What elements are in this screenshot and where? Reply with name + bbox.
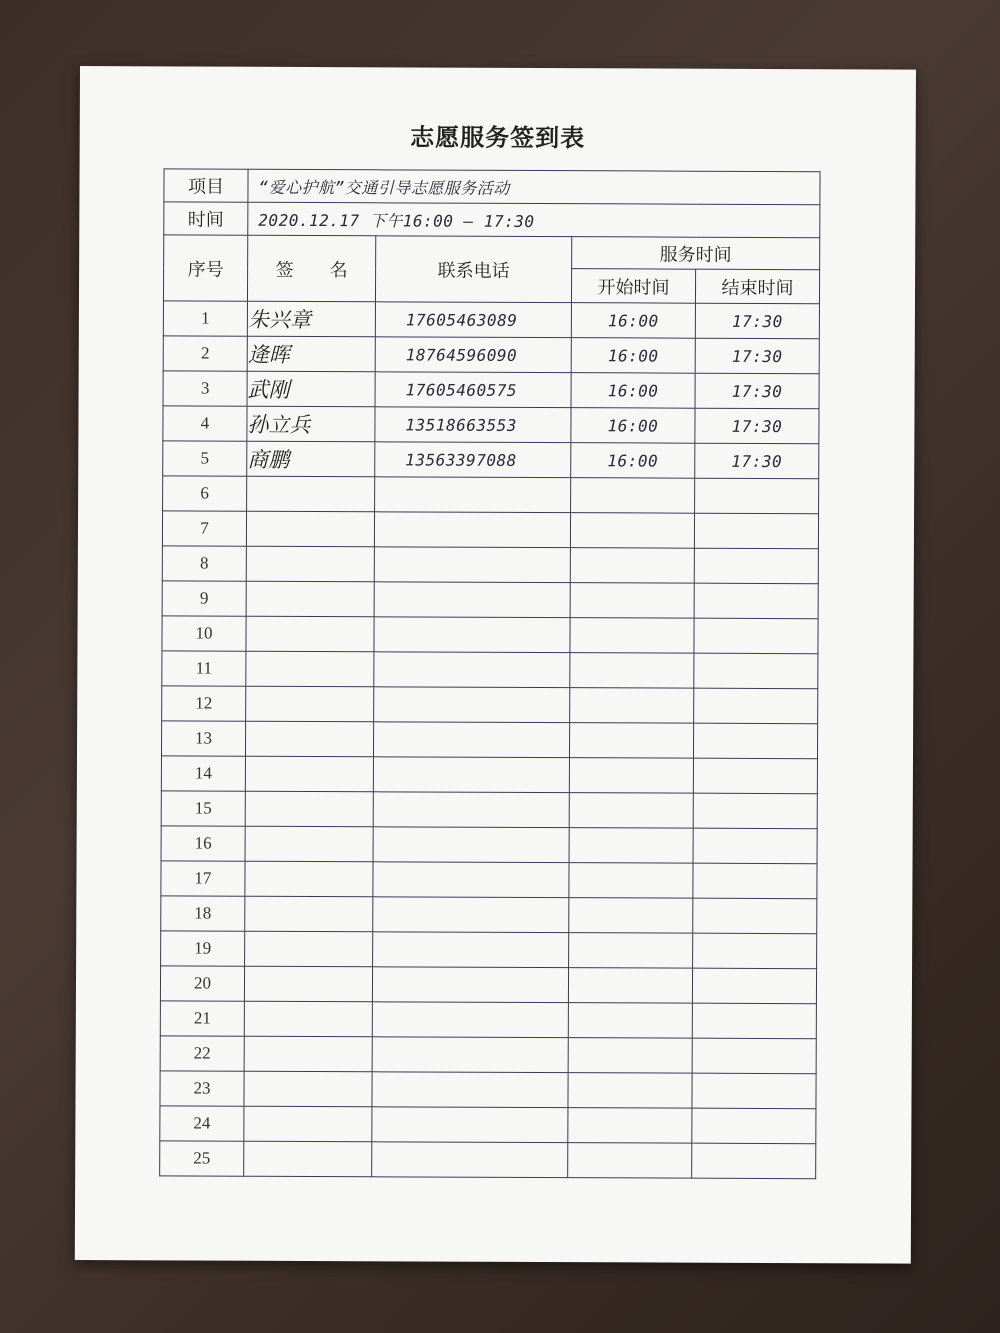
table-row [163, 336, 819, 374]
end-time-cell: 17:30 [695, 443, 819, 479]
signature-cell: 武刚 [247, 371, 375, 407]
row-number: 1 [163, 301, 247, 336]
seq-header: 序号 [163, 235, 247, 301]
phone-cell: 13563397088 [375, 442, 571, 478]
start-time-cell [568, 1038, 692, 1074]
time-label: 时间 [164, 202, 248, 235]
start-time-cell: 16:00 [571, 443, 695, 479]
start-time-cell [571, 478, 695, 514]
header-row-top [164, 235, 820, 270]
row-number: 23 [160, 1071, 244, 1106]
table-row [161, 826, 817, 864]
start-time-cell: 16:00 [571, 408, 695, 444]
table-row [162, 581, 818, 619]
signature-cell [245, 826, 373, 862]
signature-cell [246, 511, 374, 547]
signature-cell [245, 756, 373, 792]
end-time-cell [692, 1073, 816, 1109]
row-number: 21 [160, 1001, 244, 1036]
signature-cell [247, 476, 375, 512]
table-row [160, 1141, 816, 1179]
signature-cell: 朱兴章 [247, 301, 375, 337]
phone-cell [375, 477, 571, 513]
start-time-cell [568, 1108, 692, 1144]
phone-cell [373, 862, 569, 898]
start-time-cell [570, 618, 694, 654]
table-row [162, 686, 818, 724]
start-time-cell: 16:00 [571, 303, 695, 339]
row-number: 6 [163, 476, 247, 511]
row-number: 20 [160, 966, 244, 1001]
signature-cell [245, 896, 373, 932]
project-value: “爱心护航”交通引导志愿服务活动 [248, 169, 820, 204]
signature-cell [245, 931, 373, 967]
start-time-cell: 16:00 [571, 338, 695, 374]
end-time-cell [692, 968, 816, 1004]
table-row [160, 1001, 816, 1039]
end-time-cell [693, 863, 817, 899]
phone-cell [373, 757, 569, 793]
row-number: 13 [161, 721, 245, 756]
phone-cell: 13518663553 [375, 407, 571, 443]
table-row [163, 371, 819, 409]
signature-cell [245, 861, 373, 897]
end-time-cell: 17:30 [695, 373, 819, 409]
service-time-header: 服务时间 [572, 237, 820, 270]
sign-in-sheet [75, 66, 916, 1264]
time-row [164, 202, 820, 238]
end-time-cell [694, 618, 818, 654]
row-number: 19 [161, 931, 245, 966]
row-number: 18 [161, 896, 245, 931]
sign-header: 签 名 [247, 235, 375, 302]
table-row [160, 1071, 816, 1109]
table-row [163, 406, 819, 444]
row-number: 12 [162, 686, 246, 721]
signature-cell [245, 791, 373, 827]
row-number: 7 [162, 511, 246, 546]
start-time-cell [569, 898, 693, 934]
table-row [161, 791, 817, 829]
signature-cell [244, 1071, 372, 1107]
start-time-cell [569, 828, 693, 864]
end-time-cell: 17:30 [695, 338, 819, 374]
phone-cell: 17605463089 [375, 302, 571, 338]
end-time-cell [692, 1143, 816, 1179]
end-time-cell [693, 933, 817, 969]
phone-header: 联系电话 [375, 236, 571, 303]
phone-cell [373, 897, 569, 933]
phone-cell [374, 547, 570, 583]
phone-cell [372, 1037, 568, 1073]
table-row [163, 476, 819, 514]
end-time-cell [693, 793, 817, 829]
phone-cell [374, 617, 570, 653]
table-row [163, 441, 819, 479]
signature-cell [244, 1106, 372, 1142]
form-title: 志愿服务签到表 [410, 123, 586, 153]
signature-cell [244, 966, 372, 1002]
signature-cell: 逄晖 [247, 336, 375, 372]
table-row [161, 721, 817, 759]
end-time-cell [694, 513, 818, 549]
end-time-cell [693, 828, 817, 864]
table-row [162, 651, 818, 689]
table-row [161, 861, 817, 899]
end-time-cell [694, 653, 818, 689]
phone-cell [372, 1107, 568, 1143]
row-number: 5 [163, 441, 247, 476]
end-time-cell: 17:30 [695, 303, 819, 339]
table-row [161, 896, 817, 934]
table-row [161, 931, 817, 969]
start-time-cell [568, 1073, 692, 1109]
start-time-cell [569, 863, 693, 899]
end-time-cell [692, 1108, 816, 1144]
row-number: 4 [163, 406, 247, 441]
end-time-cell [693, 758, 817, 794]
signature-cell: 孙立兵 [247, 406, 375, 442]
end-time-cell [694, 583, 818, 619]
phone-cell [374, 687, 570, 723]
start-time-cell [570, 688, 694, 724]
table-row [162, 546, 818, 584]
row-number: 11 [162, 651, 246, 686]
end-time-cell [694, 688, 818, 724]
signature-cell [246, 686, 374, 722]
signature-cell [246, 651, 374, 687]
phone-cell [372, 1142, 568, 1178]
time-value: 2020.12.17 下午16:00 — 17:30 [248, 202, 820, 237]
row-number: 2 [163, 336, 247, 371]
row-number: 24 [160, 1106, 244, 1141]
row-number: 22 [160, 1036, 244, 1071]
row-number: 9 [162, 581, 246, 616]
row-number: 3 [163, 371, 247, 406]
start-time-cell: 16:00 [571, 373, 695, 409]
phone-cell [373, 722, 569, 758]
project-row [164, 169, 820, 205]
row-number: 8 [162, 546, 246, 581]
signature-cell [244, 1141, 372, 1177]
phone-cell: 18764596090 [375, 337, 571, 373]
phone-cell [372, 1072, 568, 1108]
end-time-cell [695, 478, 819, 514]
end-time-header: 结束时间 [695, 269, 819, 304]
start-time-cell [570, 583, 694, 619]
table-row [160, 1036, 816, 1074]
project-label: 项目 [164, 169, 248, 202]
start-time-cell [569, 758, 693, 794]
table-row [160, 966, 816, 1004]
start-time-cell [569, 933, 693, 969]
phone-cell: 17605460575 [375, 372, 571, 408]
start-time-cell [570, 513, 694, 549]
phone-cell [372, 967, 568, 1003]
end-time-cell [693, 898, 817, 934]
end-time-cell [693, 723, 817, 759]
table-row [162, 511, 818, 549]
sign-in-table [159, 168, 820, 1179]
signature-cell [246, 616, 374, 652]
start-time-cell [568, 968, 692, 1004]
phone-cell [373, 827, 569, 863]
signature-cell [246, 546, 374, 582]
row-number: 14 [161, 756, 245, 791]
signature-cell: 商鹏 [247, 441, 375, 477]
end-time-cell [692, 1038, 816, 1074]
end-time-cell [694, 548, 818, 584]
end-time-cell [692, 1003, 816, 1039]
signature-cell [245, 721, 373, 757]
row-number: 10 [162, 616, 246, 651]
phone-cell [372, 1002, 568, 1038]
signature-cell [244, 1001, 372, 1037]
phone-cell [373, 792, 569, 828]
row-number: 15 [161, 791, 245, 826]
phone-cell [374, 512, 570, 548]
signature-cell [246, 581, 374, 617]
row-number: 17 [161, 861, 245, 896]
table-row [163, 301, 819, 339]
signature-cell [244, 1036, 372, 1072]
phone-cell [374, 582, 570, 618]
row-number: 25 [160, 1141, 244, 1176]
row-number: 16 [161, 826, 245, 861]
table-row [161, 756, 817, 794]
phone-cell [373, 932, 569, 968]
table-row [160, 1106, 816, 1144]
start-time-cell [569, 793, 693, 829]
start-time-cell [568, 1143, 692, 1179]
end-time-cell: 17:30 [695, 408, 819, 444]
start-time-cell [570, 653, 694, 689]
start-time-cell [568, 1003, 692, 1039]
start-time-cell [570, 548, 694, 584]
table-row [162, 616, 818, 654]
phone-cell [374, 652, 570, 688]
start-time-cell [569, 723, 693, 759]
start-time-header: 开始时间 [571, 269, 695, 304]
